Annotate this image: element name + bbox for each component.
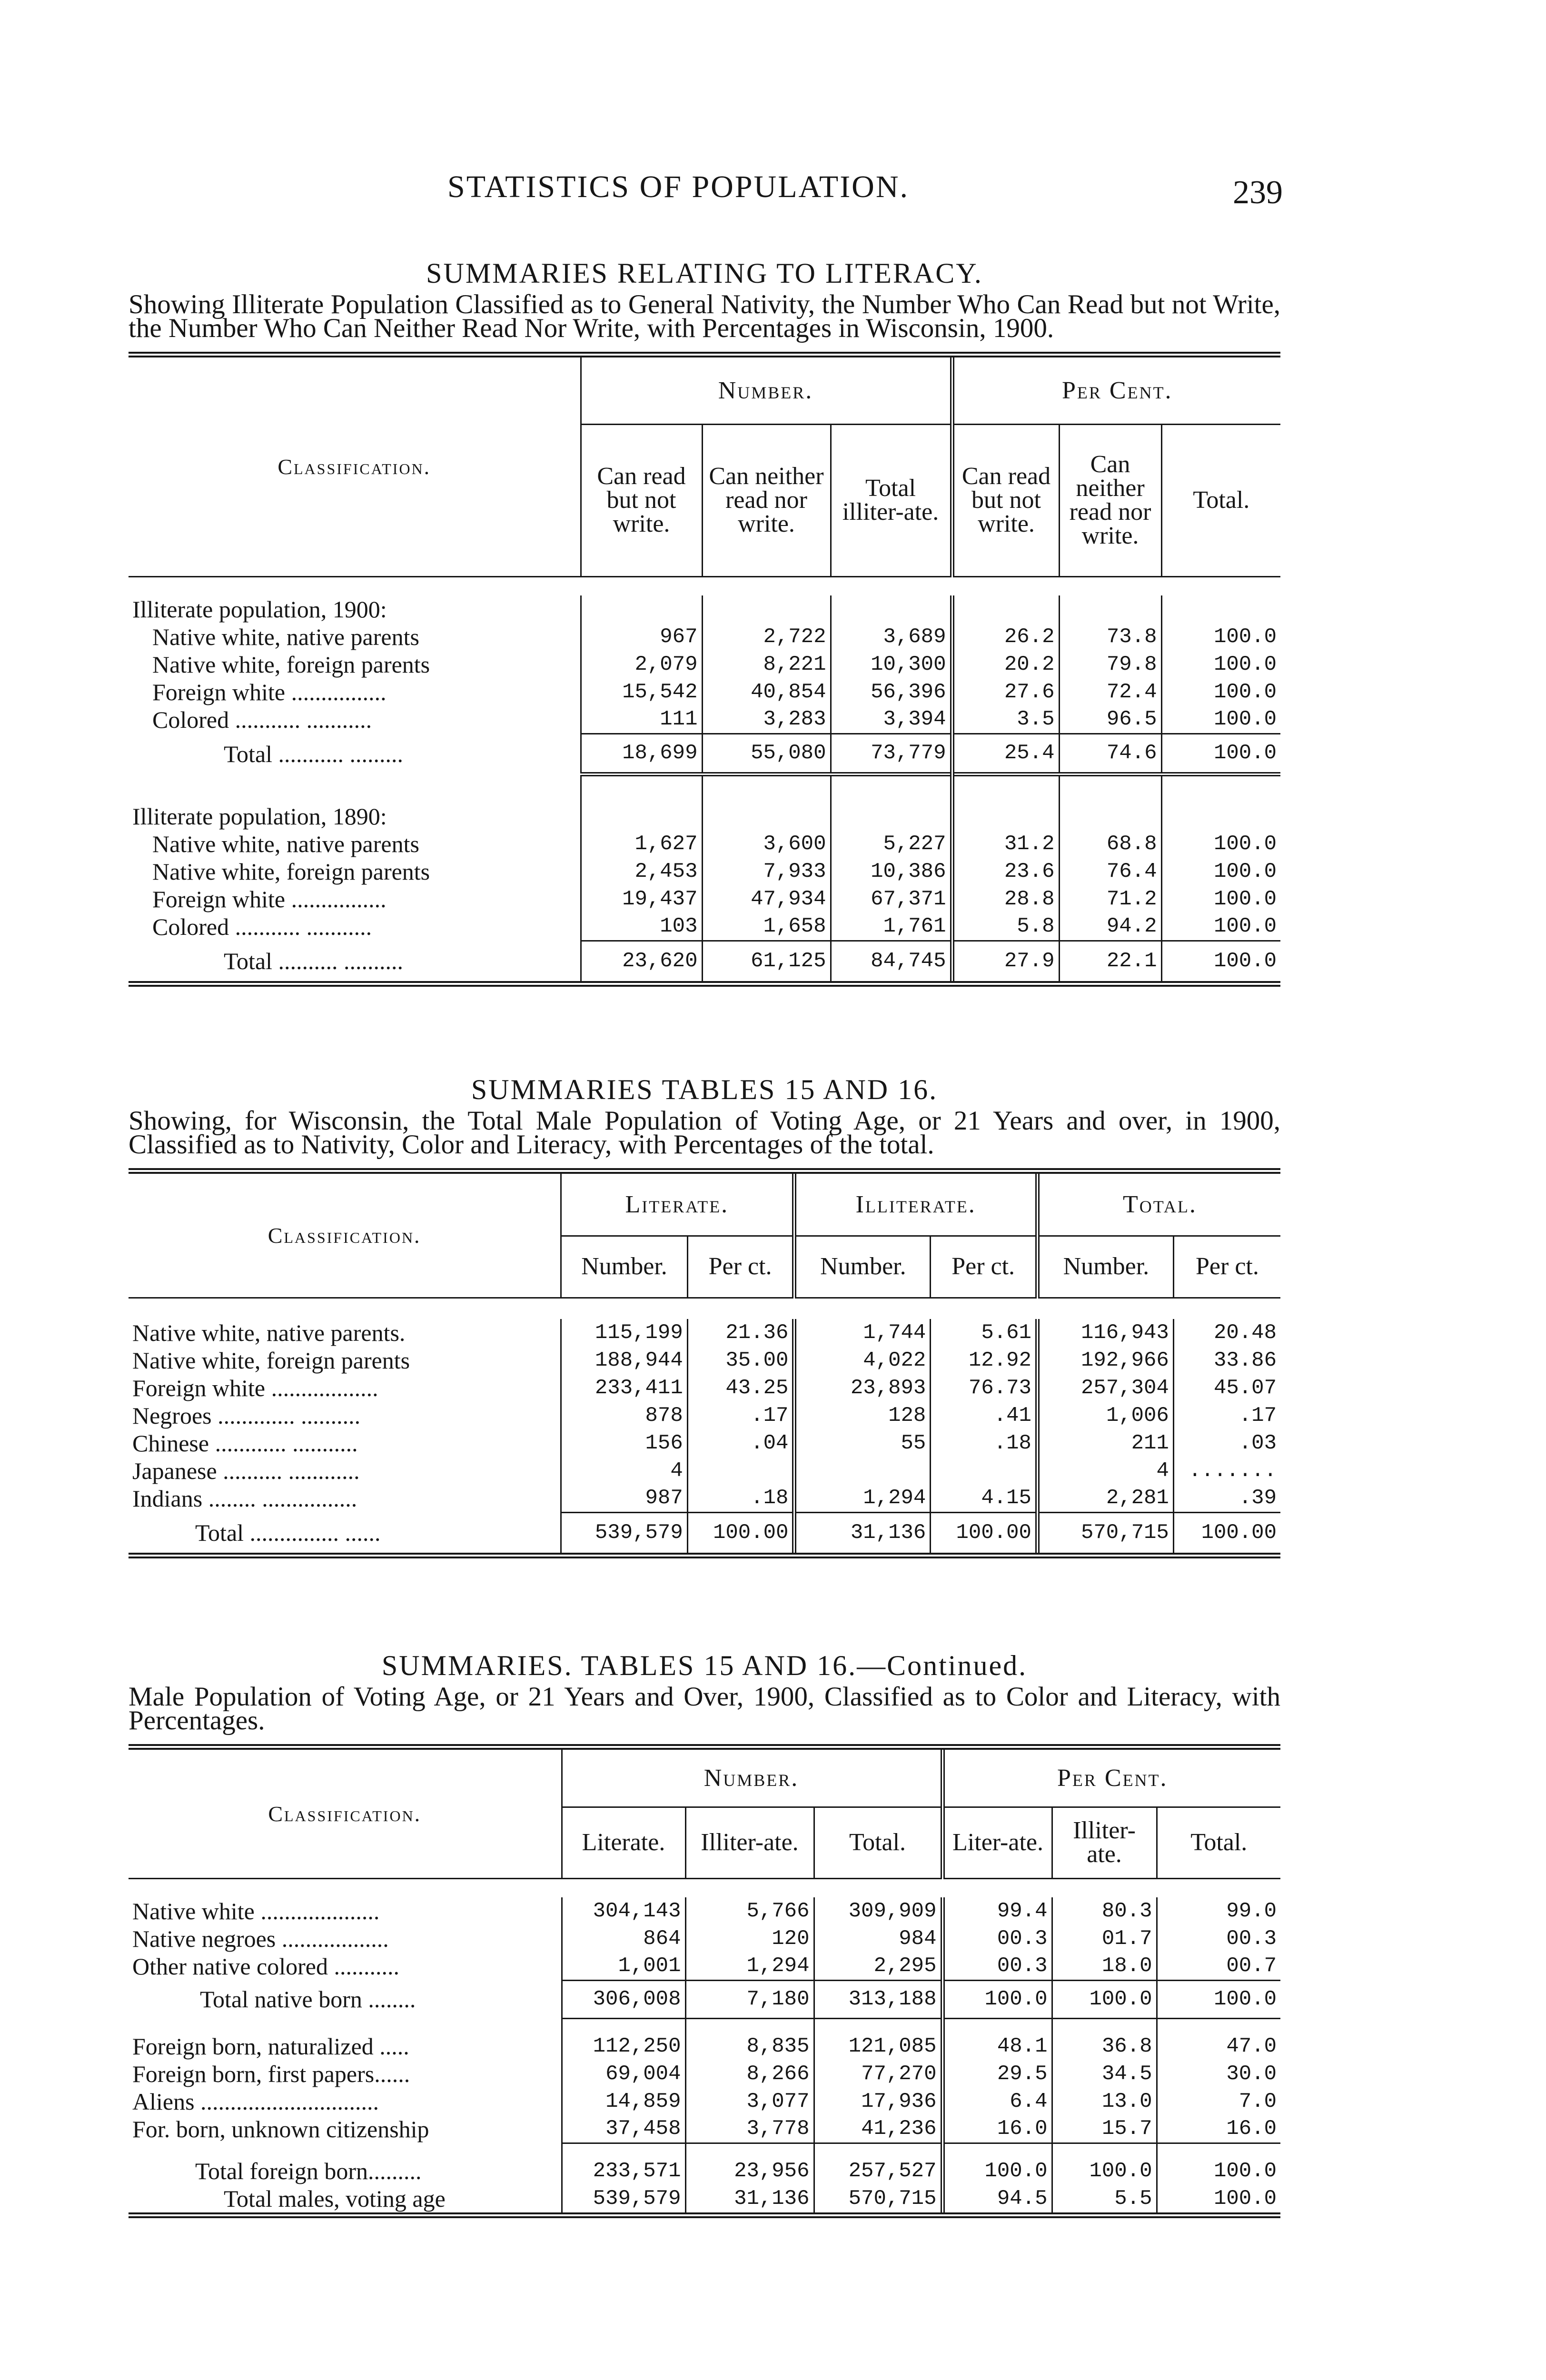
cell-value: 570,715 [814,2185,942,2212]
group-header-illiterate: Illiterate. [794,1174,1038,1236]
cell-value: 2,281 [1037,1485,1173,1512]
cell-value: 12.92 [931,1347,1038,1374]
total-row [129,941,1280,981]
cell-value: 7,180 [685,1980,814,2018]
row-label: Native white, foreign parents [152,858,430,885]
cell-value: .18 [687,1485,794,1512]
group-header-number: Number. [581,357,952,424]
cell-value: ....... [1173,1457,1280,1485]
cell-value: 2,722 [702,623,831,651]
cell-value: .04 [687,1429,794,1457]
cell-value: 26.2 [952,623,1059,651]
cell-value: 3,600 [702,830,831,858]
row-label: Colored ........... ........... [152,706,372,733]
cell-value: 100.0 [1161,678,1280,706]
row-label: Native white, native parents [152,624,419,650]
table-row [129,1402,1280,1429]
cell-value: 987 [561,1485,687,1512]
group-header-literate: Literate. [561,1174,794,1236]
cell-value: 36.8 [1052,2033,1157,2060]
row-label: Japanese .......... ............ [132,1458,360,1484]
cell-value [794,1457,931,1485]
cell-value: 120 [685,1925,814,1953]
cell-value: 1,294 [794,1485,931,1512]
cell-value: 45.07 [1173,1374,1280,1402]
cell-value: 112,250 [562,2033,685,2060]
cell-value: 68.8 [1059,830,1161,858]
total-row [129,734,1280,774]
row-label: Native negroes .................. [132,1925,389,1952]
cell-value: 47.0 [1157,2033,1280,2060]
cell-value [931,1457,1038,1485]
cell-value: 539,579 [561,1512,687,1553]
cell-value: 1,658 [702,913,831,941]
total-row [129,2157,1280,2185]
cell-value: 73.8 [1059,623,1161,651]
cell-value: 233,571 [562,2157,685,2185]
table-row [129,913,1280,941]
row-label: Total .......... .......... [224,947,404,974]
cell-value: 69,004 [562,2060,685,2088]
cell-value: 14,859 [562,2088,685,2115]
cell-value: .41 [931,1402,1038,1429]
table-row [129,1374,1280,1402]
cell-value: 37,458 [562,2115,685,2143]
section-heading: Illiterate population, 1890: [132,803,387,830]
cell-value: 00.3 [942,1925,1052,1953]
table-row [129,1347,1280,1374]
cell-value: 570,715 [1037,1512,1173,1553]
cell-value: 233,411 [561,1374,687,1402]
group-header-total: Total. [1037,1174,1280,1236]
row-label: Aliens .............................. [132,2088,379,2115]
literacy-table [129,352,1280,987]
cell-value: 13.0 [1052,2088,1157,2115]
cell-value: 4 [1037,1457,1173,1485]
section-heading: Illiterate population, 1900: [132,596,387,623]
cell-value: 22.1 [1059,941,1161,981]
column-header: Liter-ate. [942,1807,1052,1878]
cell-value: 20.48 [1173,1319,1280,1347]
cell-value: .39 [1173,1485,1280,1512]
group-header-number: Number. [562,1750,942,1807]
cell-value: .18 [931,1429,1038,1457]
cell-value: 47,934 [702,885,831,913]
literacy-section [129,257,1280,987]
cell-value: 100.0 [1161,651,1280,678]
cell-value: 100.0 [1161,885,1280,913]
cell-value: 1,001 [562,1953,685,1980]
cell-value: 2,295 [814,1953,942,1980]
cell-value: 30.0 [1157,2060,1280,2088]
cell-value: 4 [561,1457,687,1485]
cell-value: 100.0 [942,2157,1052,2185]
cell-value: 99.4 [942,1897,1052,1925]
row-label: Foreign born, first papers...... [132,2061,410,2087]
column-header: Number. [794,1236,931,1298]
cell-value: 121,085 [814,2033,942,2060]
cell-value: 211 [1037,1429,1173,1457]
cell-value: 84,745 [831,941,952,981]
row-label: For. born, unknown citizenship [132,2116,429,2142]
cell-value: 5,766 [685,1897,814,1925]
cell-value: 76.4 [1059,858,1161,885]
column-header: Total. [1161,424,1280,576]
cell-value: .17 [1173,1402,1280,1429]
cell-value: 7,933 [702,858,831,885]
cell-value: 257,304 [1037,1374,1173,1402]
cell-value: 100.00 [931,1512,1038,1553]
total-row [129,1512,1280,1553]
column-header: Per ct. [1173,1236,1280,1298]
column-header: Total. [814,1807,942,1878]
voting-description: Showing, for Wisconsin, the Total Male Population of Voting Age, or 21 Years and over, in 1900, Classified as to Nativity, Color and Literacy, with Percentages of the total. [129,1106,1280,1160]
column-header: Can neither read nor write. [702,424,831,576]
column-header: Illiter-ate. [1052,1807,1157,1878]
cell-value: 18.0 [1052,1953,1157,1980]
cell-value: 4.15 [931,1485,1038,1512]
cell-value: .03 [1173,1429,1280,1457]
cell-value: 5.5 [1052,2185,1157,2212]
column-header: Per ct. [687,1236,794,1298]
cell-value: 48.1 [942,2033,1052,2060]
cell-value: 156 [561,1429,687,1457]
cell-value: 31,136 [794,1512,931,1553]
cell-value: 100.0 [1157,1980,1280,2018]
cell-value: 73,779 [831,734,952,774]
cell-value: 3,077 [685,2088,814,2115]
cell-value: 96.5 [1059,706,1161,734]
column-header: Can read but not write. [952,424,1059,576]
column-header: Number. [561,1236,687,1298]
cell-value: 3,778 [685,2115,814,2143]
cell-value: 16.0 [1157,2115,1280,2143]
cell-value: 56,396 [831,678,952,706]
cell-value: 00.3 [942,1953,1052,1980]
cell-value: 23,893 [794,1374,931,1402]
cell-value: 100.0 [1052,1980,1157,2018]
column-header: Can read but not write. [581,424,702,576]
cell-value: 80.3 [1052,1897,1157,1925]
cell-value: 41,236 [814,2115,942,2143]
cell-value: 2,079 [581,651,702,678]
table-row [129,651,1280,678]
cell-value: 188,944 [561,1347,687,1374]
cell-value: 100.0 [1161,734,1280,774]
cell-value: 01.7 [1052,1925,1157,1953]
table-row [129,2033,1280,2060]
cell-value: 5,227 [831,830,952,858]
continued-table [129,1744,1280,2218]
column-header: Total. [1157,1807,1280,1878]
row-label: Total ........... ......... [224,740,404,767]
cell-value: 100.0 [942,1980,1052,2018]
continued-section [129,1649,1280,2218]
total-row [129,2185,1280,2212]
literacy-title: SUMMARIES RELATING TO LITERACY. [426,258,983,289]
total-row [129,1980,1280,2018]
row-label: Total foreign born......... [195,2158,422,2184]
column-header: Literate. [562,1807,685,1878]
cell-value: 100.0 [1161,913,1280,941]
cell-value: 103 [581,913,702,941]
cell-value: 100.0 [1161,941,1280,981]
cell-value: 304,143 [562,1897,685,1925]
voting-table [129,1168,1280,1558]
group-header-percent: Per Cent. [952,357,1280,424]
table-row [129,1319,1280,1347]
literacy-description: Showing Illiterate Population Classified as to General Nativity, the Number Who Can Read but not Write, the Number Who Can Neither Read Nor Write, with Percentages in Wisconsin, 1900. [129,289,1280,343]
cell-value: 1,294 [685,1953,814,1980]
table-row [129,1953,1280,1980]
running-title: STATISTICS OF POPULATION. [447,169,909,204]
cell-value: 192,966 [1037,1347,1173,1374]
cell-value: 34.5 [1052,2060,1157,2088]
cell-value: 100.00 [687,1512,794,1553]
row-label: Native white .................... [132,1898,380,1924]
row-label: Colored ........... ........... [152,913,372,940]
cell-value: 10,300 [831,651,952,678]
table-row [129,885,1280,913]
row-label: Indians ........ ................ [132,1485,357,1512]
cell-value: 100.0 [1161,623,1280,651]
cell-value: 94.2 [1059,913,1161,941]
cell-value: 00.7 [1157,1953,1280,1980]
cell-value: 67,371 [831,885,952,913]
row-label: Other native colored ........... [132,1953,399,1980]
cell-value: 55,080 [702,734,831,774]
classification-header: Classification. [268,1223,421,1248]
classification-header: Classification. [268,1801,422,1826]
cell-value: 23,956 [685,2157,814,2185]
column-header: Illiter-ate. [685,1807,814,1878]
cell-value: 8,835 [685,2033,814,2060]
table-row [129,678,1280,706]
cell-value: 306,008 [562,1980,685,2018]
cell-value: 1,006 [1037,1402,1173,1429]
cell-value: 31,136 [685,2185,814,2212]
cell-value: 100.0 [1052,2157,1157,2185]
cell-value: 539,579 [562,2185,685,2212]
cell-value: 100.0 [1161,706,1280,734]
cell-value: 6.4 [942,2088,1052,2115]
classification-header: Classification. [277,454,431,479]
voting-section [129,1073,1280,1558]
cell-value: 3,689 [831,623,952,651]
cell-value [687,1457,794,1485]
continued-title: SUMMARIES. TABLES 15 AND 16.—Continued. [381,1650,1028,1681]
cell-value: 2,453 [581,858,702,885]
cell-value: 1,761 [831,913,952,941]
row-label: Foreign born, naturalized ..... [132,2033,409,2060]
cell-value: 313,188 [814,1980,942,2018]
cell-value: 29.5 [942,2060,1052,2088]
column-header: Per ct. [931,1236,1038,1298]
cell-value: 984 [814,1925,942,1953]
cell-value: 23.6 [952,858,1059,885]
row-label: Chinese ............ ........... [132,1430,358,1457]
cell-value: 16.0 [942,2115,1052,2143]
cell-value: 257,527 [814,2157,942,2185]
cell-value: 111 [581,706,702,734]
cell-value: 25.4 [952,734,1059,774]
group-header-percent: Per Cent. [942,1750,1280,1807]
cell-value: 94.5 [942,2185,1052,2212]
row-label: Native white, foreign parents [152,651,430,678]
cell-value: 21.36 [687,1319,794,1347]
cell-value: 17,936 [814,2088,942,2115]
row-label: Foreign white .................. [132,1375,378,1401]
cell-value: 878 [561,1402,687,1429]
cell-value: 77,270 [814,2060,942,2088]
cell-value: 99.0 [1157,1897,1280,1925]
cell-value: 8,221 [702,651,831,678]
table-row [129,2060,1280,2088]
cell-value: 20.2 [952,651,1059,678]
cell-value: 40,854 [702,678,831,706]
cell-value: 79.8 [1059,651,1161,678]
cell-value: 15.7 [1052,2115,1157,2143]
cell-value: 309,909 [814,1897,942,1925]
row-label: Negroes ............. .......... [132,1402,361,1429]
row-label: Native white, native parents. [132,1319,406,1346]
cell-value: 15,542 [581,678,702,706]
cell-value: 3,394 [831,706,952,734]
row-label: Native white, native parents [152,831,419,857]
cell-value: 128 [794,1402,931,1429]
cell-value: .17 [687,1402,794,1429]
voting-title: SUMMARIES TABLES 15 AND 16. [471,1074,938,1105]
cell-value: 864 [562,1925,685,1953]
cell-value: 116,943 [1037,1319,1173,1347]
cell-value: 18,699 [581,734,702,774]
cell-value: 100.0 [1161,858,1280,885]
column-header: Can neither read nor write. [1059,424,1161,576]
cell-value: 33.86 [1173,1347,1280,1374]
table-row [129,830,1280,858]
continued-description: Male Population of Voting Age, or 21 Years and Over, 1900, Classified as to Color and Literacy, with Percentages. [129,1682,1280,1735]
row-label: Foreign white ................ [152,886,386,912]
row-label: Total ............... ...... [195,1519,381,1546]
row-label: Total males, voting age [224,2185,446,2212]
cell-value: 76.73 [931,1374,1038,1402]
cell-value: 1,744 [794,1319,931,1347]
cell-value: 23,620 [581,941,702,981]
running-head [0,169,1546,217]
cell-value: 7.0 [1157,2088,1280,2115]
row-label: Total native born ........ [200,1986,416,2013]
table-row [129,2088,1280,2115]
cell-value: 3,283 [702,706,831,734]
table-row [129,706,1280,734]
cell-value: 31.2 [952,830,1059,858]
cell-value: 35.00 [687,1347,794,1374]
cell-value: 27.6 [952,678,1059,706]
cell-value: 100.0 [1157,2185,1280,2212]
cell-value: 100.0 [1161,830,1280,858]
cell-value: 43.25 [687,1374,794,1402]
cell-value: 8,266 [685,2060,814,2088]
table-row [129,1457,1280,1485]
cell-value: 10,386 [831,858,952,885]
cell-value: 72.4 [1059,678,1161,706]
page-number: 239 [1233,174,1283,211]
cell-value: 967 [581,623,702,651]
cell-value: 5.8 [952,913,1059,941]
cell-value: 00.3 [1157,1925,1280,1953]
row-label: Foreign white ................ [152,679,386,705]
cell-value: 71.2 [1059,885,1161,913]
cell-value: 1,627 [581,830,702,858]
cell-value: 3.5 [952,706,1059,734]
cell-value: 55 [794,1429,931,1457]
cell-value: 5.61 [931,1319,1038,1347]
column-header: Total illiter-ate. [831,424,952,576]
cell-value: 115,199 [561,1319,687,1347]
cell-value: 27.9 [952,941,1059,981]
cell-value: 61,125 [702,941,831,981]
cell-value: 74.6 [1059,734,1161,774]
table-row [129,858,1280,885]
table-row [129,623,1280,651]
cell-value: 28.8 [952,885,1059,913]
table-row [129,1485,1280,1512]
cell-value: 100.00 [1173,1512,1280,1553]
cell-value: 19,437 [581,885,702,913]
table-row [129,1897,1280,1925]
table-row [129,1429,1280,1457]
column-header: Number. [1037,1236,1173,1298]
cell-value: 4,022 [794,1347,931,1374]
table-row [129,2115,1280,2143]
cell-value: 100.0 [1157,2157,1280,2185]
row-label: Native white, foreign parents [132,1347,410,1374]
table-row [129,1925,1280,1953]
